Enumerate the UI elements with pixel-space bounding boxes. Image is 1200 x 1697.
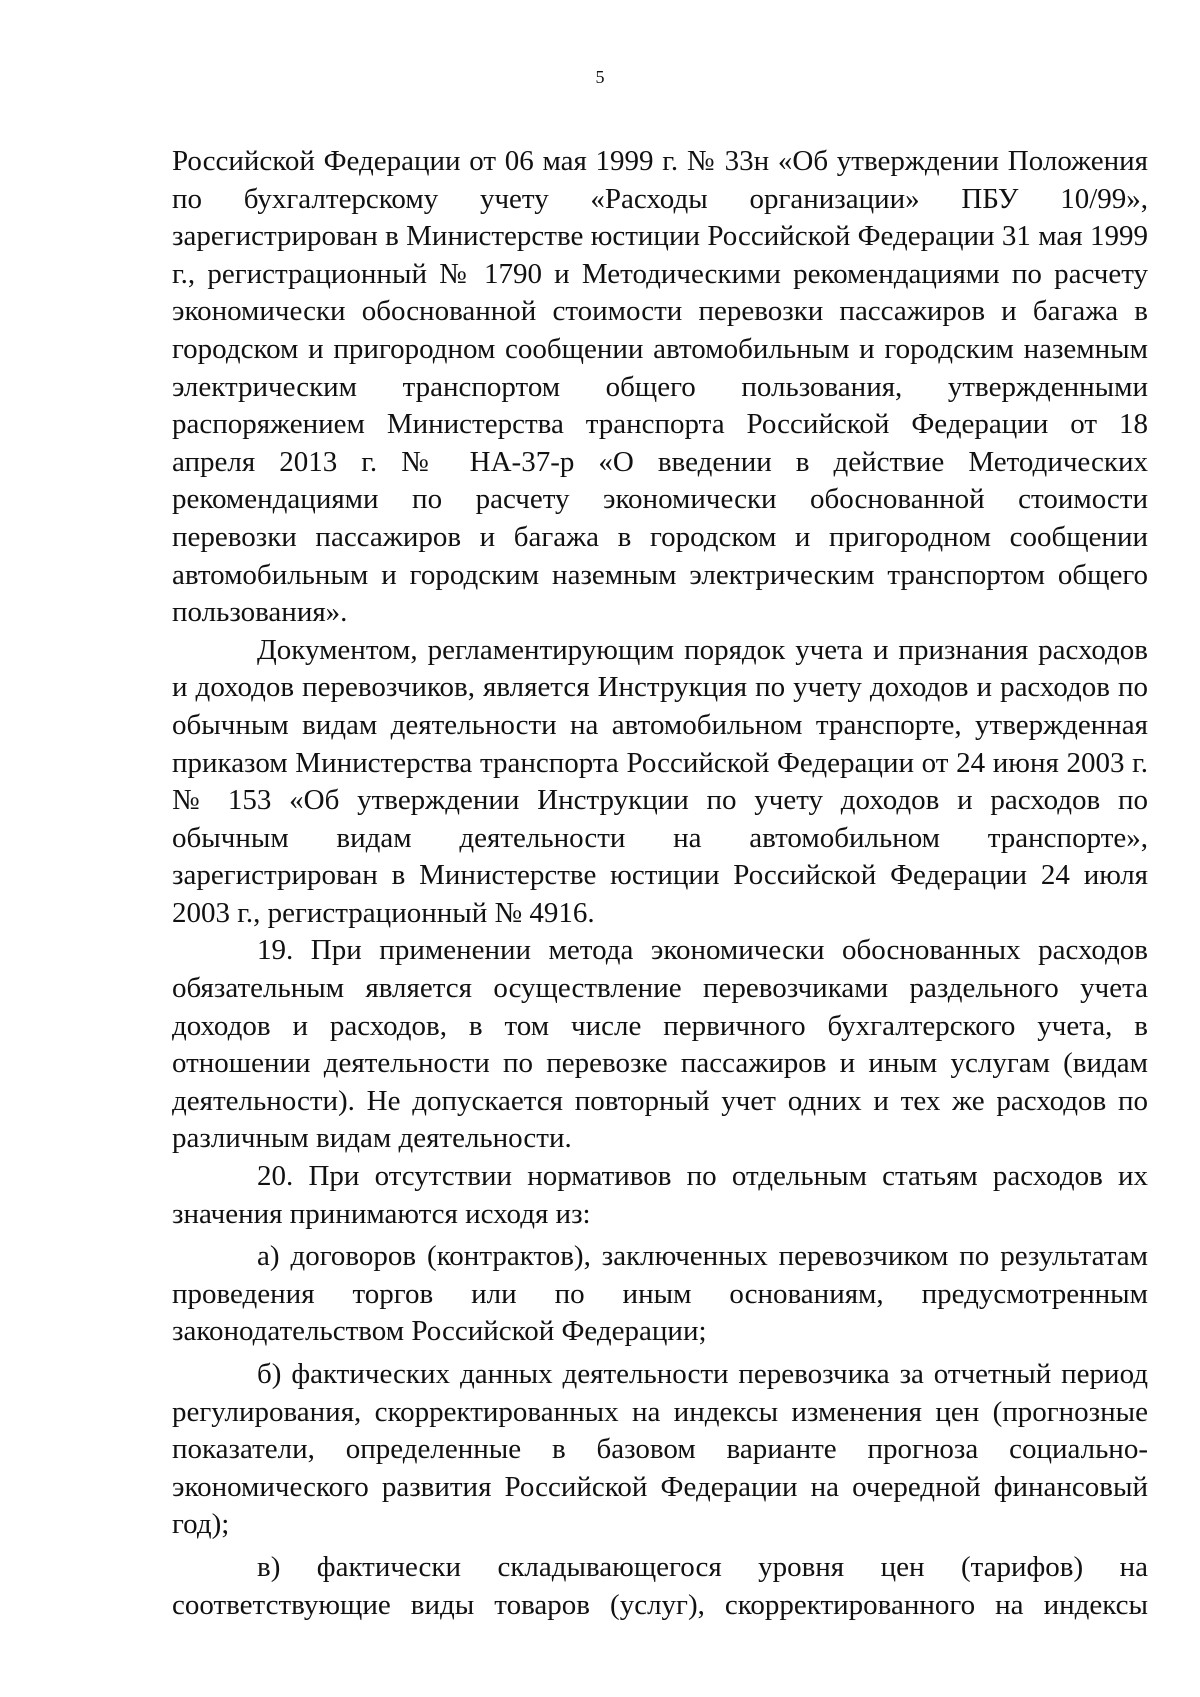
paragraph-item-20-b: б) фактических данных деятельности перевозчика за отчетный период регулирования, скорректированных на индексы изменения цен (прогнозные показатели, определенные в базовом варианте прогноза социально-экономического развития Российской Федерации на очередной финансовый год); (172, 1358, 1148, 1541)
document-body (172, 143, 1148, 1624)
paragraph-item-19: 19. При применении метода экономически обоснованных расходов обязательным является осуществление перевозчиками раздельного учета доходов и расходов, в том числе первичного бухгалтерского учета, в отношении деятельности по перевозке пассажиров и иным услугам (видам деятельности). Не допускается повторный учет одних и тех же расходов по различным видам деятельности. (172, 934, 1148, 1155)
page-number: 5 (595, 67, 605, 87)
paragraph-continuation: Российской Федерации от 06 мая 1999 г. № 33н «Об утверждении Положения по бухгалтерскому учету «Расходы организации» ПБУ 10/99», зарегистрирован в Министерстве юстиции Российской Федерации 31 мая 1999 г., регистрационный № 1790 и Методическими рекомендациями по расчету экономически обоснованной стоимости перевозки пассажиров и багажа в городском и пригородном сообщении автомобильным и городским наземным электрическим транспортом общего пользования, утвержденными распоряжением Министерства транспорта Российской Федерации от 18 апреля 2013 г. № НА-37-р «О введении в действие Методических рекомендациями по расчету экономически обоснованной стоимости перевозки пассажиров и багажа в городском и пригородном сообщении автомобильным и городским наземным электрическим транспортом общего пользования». (172, 145, 1148, 629)
paragraph-instruction: Документом, регламентирующим порядок учета и признания расходов и доходов перевозчиков, является Инструкция по учету доходов и расходов по обычным видам деятельности на автомобильном транспорте, утвержденная приказом Министерства транспорта Российской Федерации от 24 июня 2003 г. № 153 «Об утверждении Инструкции по учету доходов и расходов по обычным видам деятельности на автомобильном транспорте», зарегистрирован в Министерстве юстиции Российской Федерации 24 июля 2003 г., регистрационный № 4916. (172, 633, 1148, 929)
paragraph-item-20-a: а) договоров (контрактов), заключенных перевозчиком по результатам проведения торгов или по иным основаниям, предусмотренным законодательством Российской Федерации; (172, 1240, 1148, 1348)
paragraph-item-20-v: в) фактически складывающегося уровня цен (тарифов) на соответствующие виды товаров (услуг), скорректированного на индексы (172, 1550, 1148, 1621)
paragraph-item-20: 20. При отсутствии нормативов по отдельным статьям расходов их значения принимаются исходя из: (172, 1160, 1148, 1230)
